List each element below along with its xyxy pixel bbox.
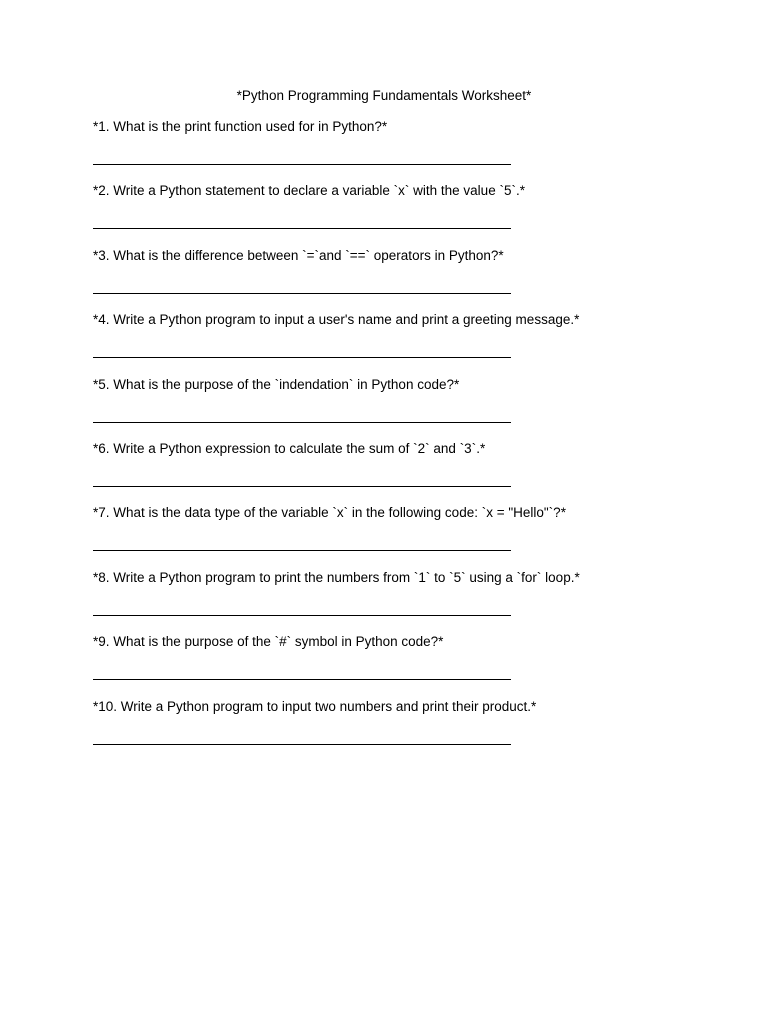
- answer-line: [93, 679, 511, 680]
- question-text: *9. What is the purpose of the `#` symbol in Python code?*: [93, 634, 444, 650]
- question-item: [93, 247, 733, 311]
- answer-line: [93, 228, 511, 229]
- question-text: *6. Write a Python expression to calculate the sum of `2` and `3`.*: [93, 440, 486, 456]
- question-item: [93, 376, 733, 440]
- question-item: [93, 633, 733, 697]
- question-item: [93, 311, 733, 375]
- question-text: *2. Write a Python statement to declare a variable `x` with the value `5`.*: [93, 183, 525, 199]
- question-item: [93, 504, 733, 568]
- answer-line: [93, 164, 511, 165]
- question-text: *3. What is the difference between `=`and `==` operators in Python?*: [93, 247, 504, 263]
- answer-line: [93, 550, 511, 551]
- question-item: [93, 118, 733, 182]
- answer-line: [93, 293, 511, 294]
- question-list: [93, 118, 733, 762]
- question-text: *1. What is the print function used for in Python?*: [93, 119, 388, 134]
- question-text: *8. Write a Python program to print the numbers from `1` to `5` using a `for` loop.*: [93, 569, 580, 585]
- question-item: [93, 569, 733, 633]
- question-item: [93, 440, 733, 504]
- answer-line: [93, 422, 511, 423]
- question-item: [93, 698, 733, 762]
- answer-line: [93, 615, 511, 616]
- question-text: *10. Write a Python program to input two numbers and print their product.*: [93, 698, 537, 714]
- worksheet-title: *Python Programming Fundamentals Worksheet*: [236, 88, 532, 103]
- answer-line: [93, 357, 511, 358]
- question-text: *7. What is the data type of the variable `x` in the following code: `x = "Hello"`?*: [93, 505, 566, 521]
- answer-line: [93, 744, 511, 745]
- answer-line: [93, 486, 511, 487]
- question-text: *4. Write a Python program to input a user's name and print a greeting message.*: [93, 312, 580, 328]
- question-text: *5. What is the purpose of the `indendation` in Python code?*: [93, 376, 460, 392]
- question-item: [93, 182, 733, 246]
